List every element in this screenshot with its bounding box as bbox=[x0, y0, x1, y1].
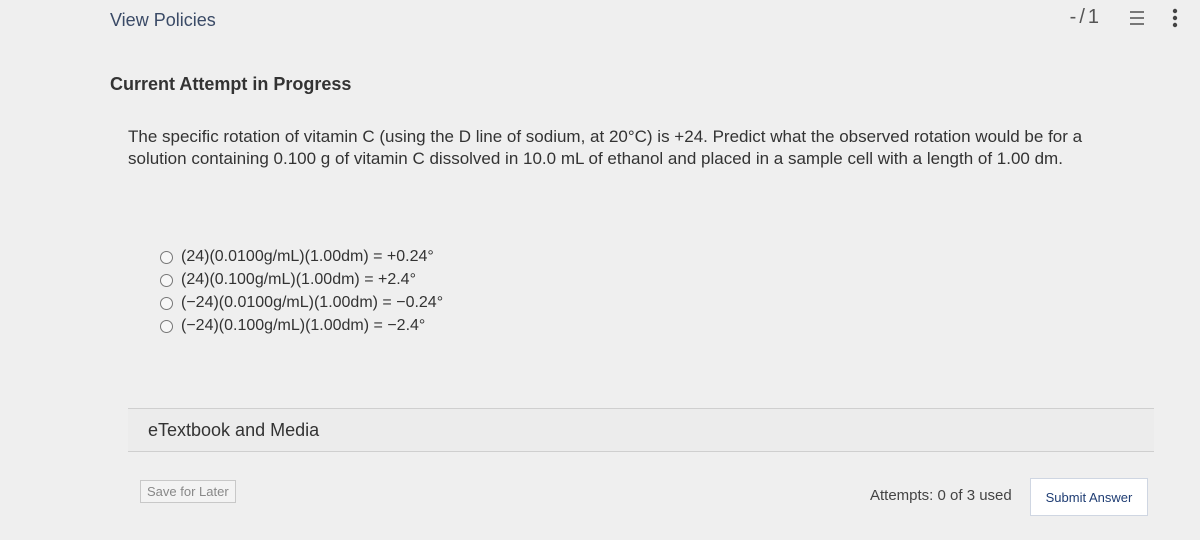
top-right-toolbar bbox=[1070, 6, 1178, 29]
answer-option[interactable] bbox=[160, 269, 443, 291]
etextbook-media-section[interactable] bbox=[128, 408, 1154, 452]
answer-option[interactable] bbox=[160, 246, 443, 268]
list-icon[interactable] bbox=[1128, 9, 1146, 27]
radio-button[interactable] bbox=[160, 274, 173, 287]
view-policies-link[interactable]: View Policies bbox=[110, 10, 216, 30]
radio-button[interactable] bbox=[160, 297, 173, 310]
answer-option-label: (−24)(0.0100g/mL)(1.00dm) = −0.24° bbox=[181, 294, 444, 311]
attempts-counter: Attempts: 0 of 3 used bbox=[870, 487, 1012, 504]
etextbook-media-label: eTextbook and Media bbox=[148, 419, 320, 440]
answer-option-label: (−24)(0.100g/mL)(1.00dm) = −2.4° bbox=[181, 317, 426, 334]
answer-option[interactable] bbox=[160, 315, 443, 337]
answer-option-label: (24)(0.0100g/mL)(1.00dm) = +0.24° bbox=[181, 248, 434, 265]
answer-option[interactable] bbox=[160, 292, 443, 314]
radio-button[interactable] bbox=[160, 320, 173, 333]
vertical-ellipsis-icon[interactable] bbox=[1172, 8, 1178, 28]
radio-button[interactable] bbox=[160, 251, 173, 264]
attempt-heading: Current Attempt in Progress bbox=[110, 74, 352, 94]
score-display: -/1 bbox=[1069, 6, 1102, 28]
question-text: The specific rotation of vitamin C (using the D line of sodium, at 20°C) is +24. Predict what the observed rotation would be for a solution containing 0.100 g of vitamin C dissolved in 10.0 mL of ethanol and placed in a sample cell with a length of 1.00 dm. bbox=[128, 127, 1083, 168]
answer-option-label: (24)(0.100g/mL)(1.00dm) = +2.4° bbox=[181, 271, 416, 288]
submit-answer-button[interactable]: Submit Answer bbox=[1030, 478, 1148, 516]
save-for-later-button[interactable]: Save for Later bbox=[140, 480, 236, 503]
answer-options bbox=[160, 246, 443, 338]
